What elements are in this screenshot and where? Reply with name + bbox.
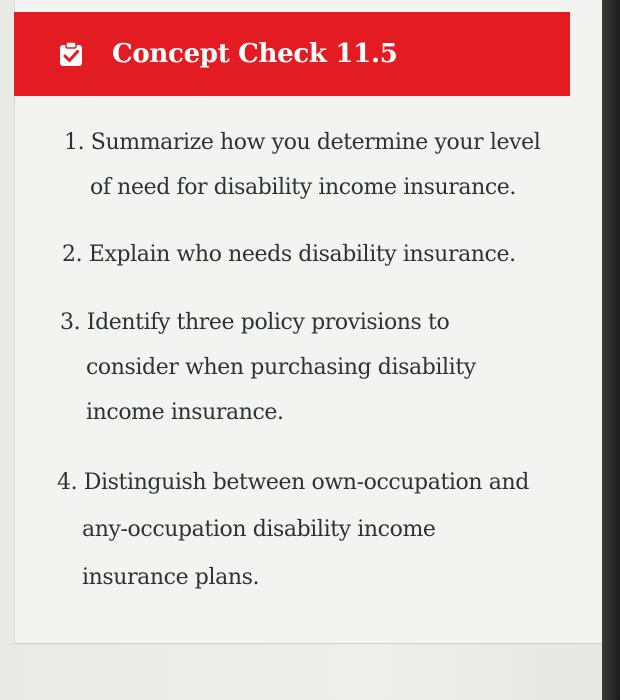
item-line bbox=[62, 242, 516, 267]
item-number: 4. bbox=[57, 470, 78, 495]
item-line: any-occupation disability income bbox=[82, 517, 436, 542]
item-line bbox=[57, 470, 529, 495]
item-text: Distinguish between own-occupation and bbox=[83, 470, 529, 495]
item-line: income insurance. bbox=[86, 400, 284, 425]
item-number: 2. bbox=[62, 242, 83, 267]
item-line: insurance plans. bbox=[82, 565, 260, 590]
item-line bbox=[64, 130, 540, 155]
item-number: 3. bbox=[60, 310, 81, 335]
item-text: Explain who needs disability insurance. bbox=[88, 242, 516, 267]
item-text: Summarize how you determine your level bbox=[90, 130, 541, 155]
screen-edge bbox=[602, 0, 620, 700]
page-title: Concept Check 11.5 bbox=[112, 39, 398, 69]
item-line: consider when purchasing disability bbox=[86, 355, 476, 380]
item-text: Identify three policy provisions to bbox=[86, 310, 450, 335]
item-number: 1. bbox=[64, 130, 85, 155]
item-line bbox=[60, 310, 449, 335]
item-line: of need for disability income insurance. bbox=[90, 175, 516, 200]
